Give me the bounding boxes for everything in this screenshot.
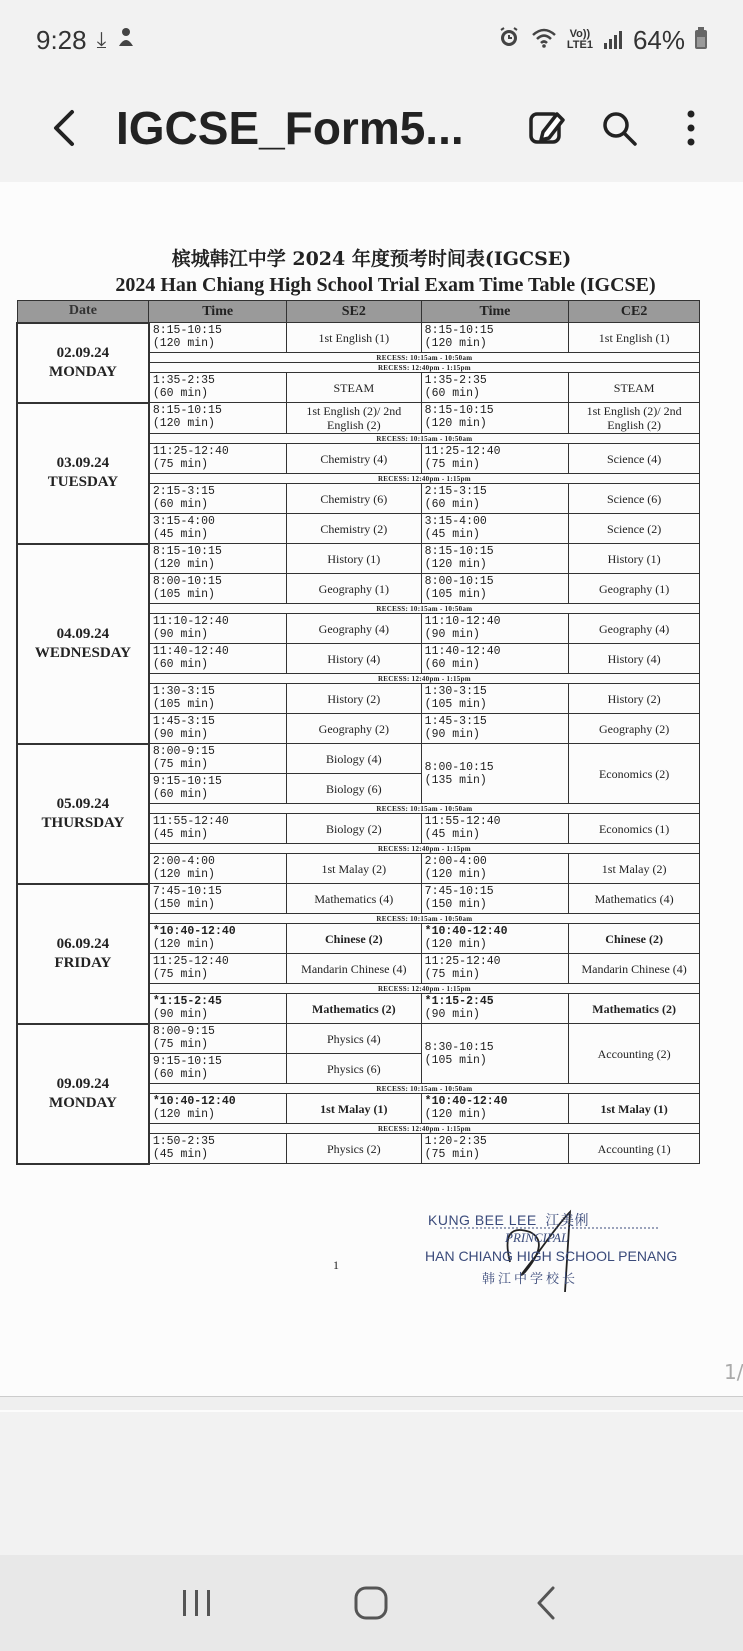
time-cell — [421, 684, 569, 714]
time-cell — [149, 403, 287, 434]
time-cell — [149, 323, 287, 353]
time-range: 11:25-12:40 — [424, 445, 501, 458]
time-cell — [149, 614, 287, 644]
subject-cell: Accounting (2) — [569, 1024, 700, 1084]
date-cell — [17, 744, 149, 884]
subject-cell: Mandarin Chinese (4) — [569, 954, 700, 984]
edit-button[interactable] — [525, 106, 569, 150]
duration: (90 min) — [152, 728, 209, 741]
col-ce2: CE2 — [569, 301, 700, 323]
duration: (75 min) — [424, 1148, 480, 1161]
time-range: 1:45-3:15 — [424, 715, 487, 728]
recent-apps-icon — [180, 1588, 214, 1618]
system-nav-bar — [0, 1555, 743, 1651]
recess-label: RECESS: 10:15am - 10:50am — [149, 353, 700, 363]
duration: (120 min) — [152, 868, 215, 881]
table-row — [17, 884, 700, 914]
principal-role: PRINCIPAL — [505, 1230, 569, 1245]
time-cell — [421, 994, 569, 1024]
home-button[interactable] — [341, 1573, 401, 1633]
subject-cell: Physics (4) — [286, 1024, 421, 1054]
subject-cell: 1st Malay (2) — [286, 854, 421, 884]
time-cell — [149, 814, 287, 844]
duration: (120 min) — [424, 417, 487, 430]
time-range: 8:15-10:15 — [424, 404, 494, 417]
date-cell — [17, 884, 149, 1024]
principal-name — [428, 1210, 589, 1230]
duration: (60 min) — [152, 788, 209, 801]
subject-cell: Science (2) — [569, 514, 700, 544]
header-row — [17, 301, 700, 323]
time-cell — [421, 814, 569, 844]
status-time: 9:28 — [36, 24, 87, 55]
date-cell — [17, 403, 149, 544]
subject-cell: Geography (1) — [569, 574, 700, 604]
duration: (105 min) — [424, 1053, 487, 1067]
table-row — [17, 544, 700, 574]
time-cell — [421, 514, 569, 544]
duration: (120 min) — [424, 938, 487, 951]
recess-label: RECESS: 10:15am - 10:50am — [149, 604, 700, 614]
time-cell — [421, 484, 569, 514]
day-value: WEDNESDAY — [34, 644, 131, 661]
duration: (135 min) — [424, 773, 487, 787]
date-value: 03.09.24 — [56, 455, 110, 471]
day-value: FRIDAY — [54, 954, 112, 971]
duration: (90 min) — [424, 1008, 480, 1021]
time-range: 11:10-12:40 — [424, 615, 501, 628]
time-range: *1:15-2:45 — [424, 995, 494, 1008]
duration: (120 min) — [424, 868, 487, 881]
time-range: 8:00-9:15 — [152, 1025, 215, 1038]
subject-cell: Economics (2) — [569, 744, 700, 804]
subject-cell: Chemistry (6) — [286, 484, 421, 514]
time-range: 1:30-3:15 — [152, 685, 215, 698]
time-cell — [149, 574, 287, 604]
more-options-button[interactable] — [669, 106, 713, 150]
duration: (150 min) — [424, 898, 487, 911]
more-vertical-icon — [686, 108, 696, 148]
time-range: 8:00-9:15 — [152, 745, 215, 758]
date-cell — [17, 323, 149, 403]
subject-cell: History (1) — [569, 544, 700, 574]
duration: (45 min) — [424, 528, 480, 541]
date-cell — [17, 544, 149, 744]
duration: (45 min) — [152, 1148, 209, 1161]
duration: (90 min) — [152, 628, 209, 641]
date-value: 05.09.24 — [56, 795, 110, 812]
school-name: HAN CHIANG HIGH SCHOOL PENANG — [425, 1248, 678, 1264]
duration: (120 min) — [424, 1108, 487, 1121]
time-range: 3:15-4:00 — [424, 515, 487, 528]
time-cell — [421, 323, 569, 353]
recess-label: RECESS: 12:40pm - 1:15pm — [149, 363, 700, 373]
subject-cell: 1st Malay (2) — [569, 854, 700, 884]
day-value: THURSDAY — [41, 814, 125, 831]
title-english: 2024 Han Chiang High School Trial Exam Time Table (IGCSE) — [115, 274, 656, 296]
time-range: 8:15-10:15 — [152, 404, 222, 417]
subject-cell: Geography (2) — [286, 714, 421, 744]
lte-label: LTE1 — [566, 39, 593, 51]
time-range: 9:15-10:15 — [152, 1055, 222, 1068]
duration: (105 min) — [424, 698, 487, 711]
time-cell — [149, 884, 287, 914]
duration: (120 min) — [152, 558, 215, 571]
principal-name-en: KUNG BEE LEE — [428, 1212, 537, 1228]
subject-cell: History (2) — [569, 684, 700, 714]
time-cell — [149, 514, 287, 544]
time-cell — [421, 714, 569, 744]
duration: (120 min) — [424, 558, 487, 571]
subject-cell: Biology (4) — [286, 744, 421, 774]
subject-cell: Biology (6) — [286, 774, 421, 804]
time-cell — [421, 954, 569, 984]
subject-cell: Mathematics (2) — [569, 994, 700, 1024]
duration: (60 min) — [424, 387, 480, 400]
time-range: 1:35-2:35 — [152, 374, 215, 387]
duration: (75 min) — [152, 758, 209, 771]
search-icon — [599, 108, 639, 148]
time-cell — [421, 544, 569, 574]
time-cell — [149, 994, 287, 1024]
subject-cell: Science (6) — [569, 484, 700, 514]
chevron-left-icon — [50, 108, 78, 148]
subject-cell: 1st English (2)/ 2nd English (2) — [569, 403, 700, 434]
volte-indicator — [567, 29, 593, 51]
back-arrow-icon — [534, 1585, 558, 1621]
time-range: 8:00-10:15 — [424, 575, 494, 588]
time-range: 8:15-10:15 — [152, 324, 222, 337]
col-date: Date — [17, 301, 149, 323]
recess-label: RECESS: 10:15am - 10:50am — [149, 434, 700, 444]
time-range: *10:40-12:40 — [152, 1095, 236, 1108]
table-row — [17, 403, 700, 434]
volte-label: Vo)) — [569, 28, 591, 40]
time-range: *10:40-12:40 — [424, 925, 508, 938]
subject-cell: Chemistry (2) — [286, 514, 421, 544]
time-range: 11:25-12:40 — [152, 445, 229, 458]
subject-cell: 1st Malay (1) — [286, 1094, 421, 1124]
table-row — [17, 744, 700, 774]
duration: (75 min) — [424, 458, 480, 471]
duration: (60 min) — [152, 1068, 209, 1081]
duration: (75 min) — [424, 968, 480, 981]
duration: (75 min) — [152, 458, 209, 471]
subject-cell: Physics (6) — [286, 1054, 421, 1084]
time-cell — [421, 614, 569, 644]
date-value: 04.09.24 — [56, 625, 110, 642]
time-cell — [421, 644, 569, 674]
subject-cell: Chinese (2) — [569, 924, 700, 954]
recess-label: RECESS: 10:15am - 10:50am — [149, 914, 700, 924]
recess-label: RECESS: 12:40pm - 1:15pm — [149, 474, 700, 484]
day-value: TUESDAY — [47, 474, 119, 490]
time-cell — [149, 1094, 287, 1124]
battery-percent: 64% — [632, 24, 685, 55]
time-range: 8:15-10:15 — [152, 545, 222, 558]
time-range: 1:50-2:35 — [152, 1135, 215, 1148]
time-range: 1:45-3:15 — [152, 715, 215, 728]
time-cell — [421, 1024, 569, 1084]
time-range: 8:15-10:15 — [424, 545, 494, 558]
subject-cell: Science (4) — [569, 444, 700, 474]
document-title: IGCSE_Form5... — [116, 101, 464, 154]
recess-label: RECESS: 12:40pm - 1:15pm — [149, 674, 700, 684]
duration: (90 min) — [152, 1008, 209, 1021]
col-time-ce2: Time — [421, 301, 569, 323]
time-range: 7:45-10:15 — [152, 885, 222, 898]
day-value: MONDAY — [49, 1094, 117, 1111]
date-value: 06.09.24 — [56, 935, 110, 952]
duration: (105 min) — [152, 698, 215, 711]
time-cell — [149, 373, 287, 403]
time-cell — [149, 774, 287, 804]
time-range: 1:35-2:35 — [424, 374, 487, 387]
time-range: 2:15-3:15 — [424, 485, 487, 498]
day-value: MONDAY — [49, 363, 117, 380]
alarm-icon — [497, 25, 521, 56]
time-range: 11:25-12:40 — [152, 955, 229, 968]
time-cell — [149, 1024, 287, 1054]
time-cell — [421, 884, 569, 914]
time-range: 8:00-10:15 — [424, 760, 494, 774]
time-cell — [149, 854, 287, 884]
time-cell — [421, 444, 569, 474]
time-range: 11:10-12:40 — [152, 615, 229, 628]
time-range: 1:20-2:35 — [424, 1135, 487, 1148]
subject-cell: Mathematics (4) — [286, 884, 421, 914]
app-bar — [0, 80, 743, 175]
time-range: 11:25-12:40 — [424, 955, 501, 968]
subject-cell: Chinese (2) — [286, 924, 421, 954]
status-bar — [0, 0, 743, 80]
subject-cell: Mathematics (4) — [569, 884, 700, 914]
time-range: *10:40-12:40 — [424, 1095, 508, 1108]
principal-name-cn: 江美俐 — [545, 1212, 589, 1228]
document-page[interactable] — [0, 182, 743, 1412]
time-range: 7:45-10:15 — [424, 885, 494, 898]
time-range: 2:15-3:15 — [152, 485, 215, 498]
school-name-chinese: 韩江中学校长 — [482, 1272, 579, 1287]
time-cell — [149, 744, 287, 774]
subject-cell: Geography (2) — [569, 714, 700, 744]
subject-cell: History (1) — [286, 544, 421, 574]
subject-cell: Accounting (1) — [569, 1134, 700, 1164]
time-cell — [149, 1054, 287, 1084]
duration: (90 min) — [424, 628, 480, 641]
time-range: 2:00-4:00 — [424, 855, 487, 868]
col-se2: SE2 — [286, 301, 421, 323]
time-range: 11:55-12:40 — [152, 815, 229, 828]
battery-icon — [695, 25, 707, 56]
duration: (45 min) — [152, 528, 209, 541]
time-range: 8:15-10:15 — [424, 324, 494, 337]
duration: (105 min) — [424, 588, 487, 601]
duration: (60 min) — [152, 387, 209, 400]
time-range: 3:15-4:00 — [152, 515, 215, 528]
subject-cell: Economics (1) — [569, 814, 700, 844]
time-cell — [421, 1134, 569, 1164]
back-button[interactable] — [40, 104, 88, 152]
subject-cell: STEAM — [569, 373, 700, 403]
time-range: 1:30-3:15 — [424, 685, 487, 698]
time-range: *1:15-2:45 — [152, 995, 222, 1008]
duration: (120 min) — [152, 337, 215, 350]
time-cell — [149, 544, 287, 574]
duration: (45 min) — [152, 828, 209, 841]
time-cell — [149, 684, 287, 714]
time-cell — [149, 484, 287, 514]
subject-cell: 1st English (2)/ 2nd English (2) — [286, 403, 421, 434]
time-range: *10:40-12:40 — [152, 925, 236, 938]
time-cell — [421, 1094, 569, 1124]
download-icon: ⤓ — [96, 27, 107, 52]
subject-cell: 1st Malay (1) — [569, 1094, 700, 1124]
page-number: 1 — [333, 1258, 339, 1272]
title-chinese: 槟城韩江中学 2024 年度预考时间表(IGCSE) — [171, 248, 572, 270]
time-cell — [149, 924, 287, 954]
time-cell — [149, 1134, 287, 1164]
recess-label: RECESS: 10:15am - 10:50am — [149, 804, 700, 814]
time-range: 11:40-12:40 — [424, 645, 501, 658]
duration: (105 min) — [152, 588, 215, 601]
recent-apps-button[interactable] — [167, 1573, 227, 1633]
duration: (60 min) — [424, 498, 480, 511]
subject-cell: Physics (2) — [286, 1134, 421, 1164]
time-range: 9:15-10:15 — [152, 775, 222, 788]
subject-cell: History (4) — [569, 644, 700, 674]
subject-cell: Geography (4) — [286, 614, 421, 644]
time-range: 11:40-12:40 — [152, 645, 229, 658]
table-row — [17, 1024, 700, 1054]
duration: (90 min) — [424, 728, 480, 741]
subject-cell: Mathematics (2) — [286, 994, 421, 1024]
subject-cell: History (4) — [286, 644, 421, 674]
nav-back-button[interactable] — [516, 1573, 576, 1633]
duration: (120 min) — [152, 1108, 215, 1121]
date-value: 09.09.24 — [56, 1075, 110, 1092]
date-cell — [17, 1024, 149, 1164]
duration: (60 min) — [152, 658, 209, 671]
time-cell — [421, 403, 569, 434]
exam-timetable — [16, 300, 700, 1165]
home-icon — [353, 1585, 389, 1621]
time-cell — [149, 714, 287, 744]
subject-cell: 1st English (1) — [286, 323, 421, 353]
time-cell — [421, 854, 569, 884]
time-cell — [421, 373, 569, 403]
time-range: 8:30-10:15 — [424, 1040, 494, 1054]
notification-icon — [116, 26, 136, 54]
subject-cell: STEAM — [286, 373, 421, 403]
search-button[interactable] — [597, 106, 641, 150]
recess-label: RECESS: 12:40pm - 1:15pm — [149, 1124, 700, 1134]
date-value: 02.09.24 — [56, 344, 110, 361]
subject-cell: 1st English (1) — [569, 323, 700, 353]
time-cell — [149, 644, 287, 674]
col-time-se2: Time — [149, 301, 287, 323]
subject-cell: Biology (2) — [286, 814, 421, 844]
recess-label: RECESS: 10:15am - 10:50am — [149, 1084, 700, 1094]
recess-label: RECESS: 12:40pm - 1:15pm — [149, 844, 700, 854]
subject-cell: History (2) — [286, 684, 421, 714]
page-indicator: 1/ — [724, 1360, 743, 1384]
duration: (120 min) — [152, 417, 215, 430]
wifi-icon — [531, 25, 557, 56]
time-cell — [149, 954, 287, 984]
duration: (120 min) — [152, 938, 215, 951]
time-cell — [421, 574, 569, 604]
table-row — [17, 323, 700, 353]
subject-cell: Mandarin Chinese (4) — [286, 954, 421, 984]
subject-cell: Geography (1) — [286, 574, 421, 604]
page-separator — [0, 1396, 743, 1410]
time-cell — [149, 444, 287, 474]
duration: (150 min) — [152, 898, 215, 911]
duration: (60 min) — [424, 658, 480, 671]
time-cell — [421, 924, 569, 954]
subject-cell: Geography (4) — [569, 614, 700, 644]
subject-cell: Chemistry (4) — [286, 444, 421, 474]
time-range: 11:55-12:40 — [424, 815, 501, 828]
time-range: 2:00-4:00 — [152, 855, 215, 868]
duration: (45 min) — [424, 828, 480, 841]
duration: (120 min) — [424, 337, 487, 350]
time-range: 8:00-10:15 — [152, 575, 222, 588]
duration: (60 min) — [152, 498, 209, 511]
duration: (75 min) — [152, 968, 209, 981]
recess-label: RECESS: 12:40pm - 1:15pm — [149, 984, 700, 994]
signal-icon — [603, 25, 623, 56]
time-cell — [421, 744, 569, 804]
edit-icon — [527, 108, 567, 148]
duration: (75 min) — [152, 1038, 209, 1051]
